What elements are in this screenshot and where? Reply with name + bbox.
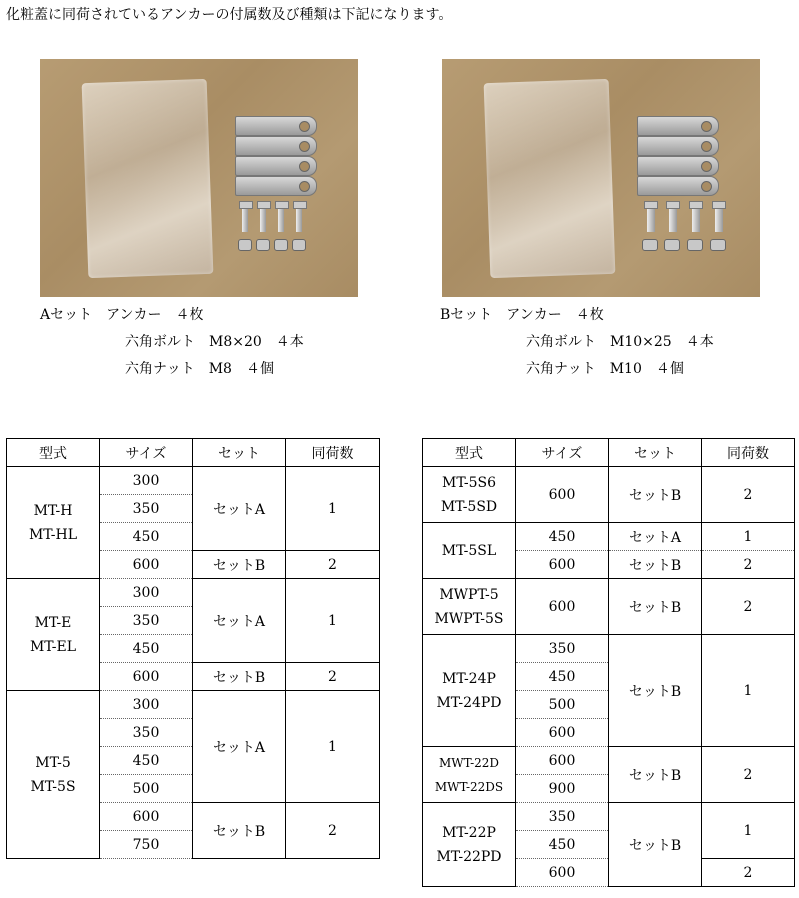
- size-cell: 600: [516, 859, 609, 887]
- anchor-plate-image: [637, 156, 719, 176]
- set-a-photo: [40, 59, 358, 297]
- size-cell: 300: [100, 691, 193, 719]
- size-cell: 450: [100, 635, 193, 663]
- bolt-image: [715, 206, 723, 232]
- size-cell: 350: [100, 607, 193, 635]
- bolt-image: [278, 206, 284, 232]
- size-cell: 450: [100, 747, 193, 775]
- size-cell: 500: [100, 775, 193, 803]
- set-cell: セットA: [193, 467, 286, 551]
- set-b-photo: [442, 59, 760, 297]
- size-cell: 300: [100, 467, 193, 495]
- anchor-plate-image: [235, 136, 317, 156]
- nut-image: [238, 239, 252, 251]
- model-cell: MT-22P MT-22PD: [423, 803, 516, 887]
- set-a-line-3: 六角ナット M8 ４個: [125, 361, 274, 377]
- size-cell: 450: [516, 663, 609, 691]
- qty-cell: 2: [286, 551, 380, 579]
- set-cell: セットB: [609, 747, 702, 803]
- qty-cell: 1: [286, 579, 380, 663]
- nut-image: [292, 239, 306, 251]
- size-cell: 350: [516, 803, 609, 831]
- table-row: [423, 467, 795, 523]
- size-cell: 600: [516, 747, 609, 775]
- anchor-plate-image: [235, 176, 317, 196]
- size-cell: 600: [100, 803, 193, 831]
- set-a-line-1: Aセット アンカー ４枚: [40, 307, 204, 323]
- table-row: [7, 691, 380, 719]
- bolt-image: [647, 206, 655, 232]
- anchor-plate-image: [235, 156, 317, 176]
- size-cell: 900: [516, 775, 609, 803]
- anchor-plate-image: [637, 116, 719, 136]
- bolt-image: [242, 206, 248, 232]
- set-cell: セットB: [193, 663, 286, 691]
- set-cell: セットB: [609, 467, 702, 523]
- qty-cell: 1: [286, 691, 380, 803]
- table-row: [423, 635, 795, 663]
- table-header-row: [423, 439, 795, 467]
- table-row: [423, 747, 795, 775]
- set-cell: セットB: [609, 803, 702, 887]
- size-cell: 600: [100, 551, 193, 579]
- set-cell: セットB: [609, 579, 702, 635]
- qty-cell: 2: [286, 663, 380, 691]
- table-row: [423, 803, 795, 831]
- size-cell: 500: [516, 691, 609, 719]
- anchor-plate-image: [637, 176, 719, 196]
- bolt-image: [296, 206, 302, 232]
- header-size: サイズ: [516, 439, 609, 467]
- plastic-bag-image: [82, 79, 214, 278]
- model-cell: MT-H MT-HL: [7, 467, 100, 579]
- size-cell: 600: [516, 719, 609, 747]
- size-cell: 450: [516, 523, 609, 551]
- qty-cell: 1: [286, 467, 380, 551]
- set-cell: セットA: [609, 523, 702, 551]
- set-cell: セットB: [193, 551, 286, 579]
- set-b-line-3: 六角ナット M10 ４個: [526, 361, 684, 377]
- table-row: [7, 579, 380, 607]
- model-cell: MT-5SL: [423, 523, 516, 579]
- set-cell: セットB: [609, 635, 702, 747]
- model-cell: MWPT-5 MWPT-5S: [423, 579, 516, 635]
- size-cell: 450: [516, 831, 609, 859]
- size-cell: 750: [100, 831, 193, 859]
- qty-cell: 2: [702, 467, 795, 523]
- set-cell: セットA: [193, 579, 286, 663]
- table-header-row: [7, 439, 380, 467]
- size-cell: 600: [516, 467, 609, 523]
- qty-cell: 2: [286, 803, 380, 859]
- header-qty: 同荷数: [286, 439, 380, 467]
- nut-image: [687, 239, 703, 251]
- nut-image: [642, 239, 658, 251]
- qty-cell: 1: [702, 635, 795, 747]
- size-cell: 600: [516, 579, 609, 635]
- bolt-image: [260, 206, 266, 232]
- size-cell: 350: [100, 719, 193, 747]
- right-anchor-table: [422, 438, 795, 887]
- size-cell: 300: [100, 579, 193, 607]
- header-model: 型式: [7, 439, 100, 467]
- nut-image: [256, 239, 270, 251]
- bolt-image: [669, 206, 677, 232]
- set-cell: セットA: [193, 691, 286, 803]
- header-set: セット: [193, 439, 286, 467]
- bolt-image: [692, 206, 700, 232]
- table-row: [423, 523, 795, 551]
- set-b-line-2: 六角ボルト M10×25 ４本: [526, 334, 714, 350]
- size-cell: 350: [100, 495, 193, 523]
- header-model: 型式: [423, 439, 516, 467]
- anchor-plate-image: [637, 136, 719, 156]
- header-size: サイズ: [100, 439, 193, 467]
- qty-cell: 2: [702, 747, 795, 803]
- nut-image: [274, 239, 288, 251]
- model-cell: MT-5 MT-5S: [7, 691, 100, 859]
- size-cell: 350: [516, 635, 609, 663]
- set-b-line-1: Bセット アンカー ４枚: [440, 307, 604, 323]
- qty-cell: 2: [702, 579, 795, 635]
- model-cell: MWT-22D MWT-22DS: [423, 747, 516, 803]
- left-anchor-table: [6, 438, 380, 859]
- size-cell: 450: [100, 523, 193, 551]
- intro-text: 化粧蓋に同荷されているアンカーの付属数及び種類は下記になります。: [6, 7, 453, 23]
- anchor-plate-image: [235, 116, 317, 136]
- size-cell: 600: [100, 663, 193, 691]
- set-cell: セットB: [609, 551, 702, 579]
- plastic-bag-image: [484, 79, 616, 278]
- table-row: [423, 579, 795, 635]
- model-cell: MT-5S6 MT-5SD: [423, 467, 516, 523]
- nut-image: [710, 239, 726, 251]
- model-cell: MT-24P MT-24PD: [423, 635, 516, 747]
- header-qty: 同荷数: [702, 439, 795, 467]
- qty-cell: 2: [702, 551, 795, 579]
- set-a-line-2: 六角ボルト M8×20 ４本: [125, 334, 304, 350]
- set-cell: セットB: [193, 803, 286, 859]
- model-cell: MT-E MT-EL: [7, 579, 100, 691]
- qty-cell: 1: [702, 803, 795, 859]
- qty-cell: 2: [702, 859, 795, 887]
- nut-image: [664, 239, 680, 251]
- header-set: セット: [609, 439, 702, 467]
- qty-cell: 1: [702, 523, 795, 551]
- table-row: [7, 467, 380, 495]
- size-cell: 600: [516, 551, 609, 579]
